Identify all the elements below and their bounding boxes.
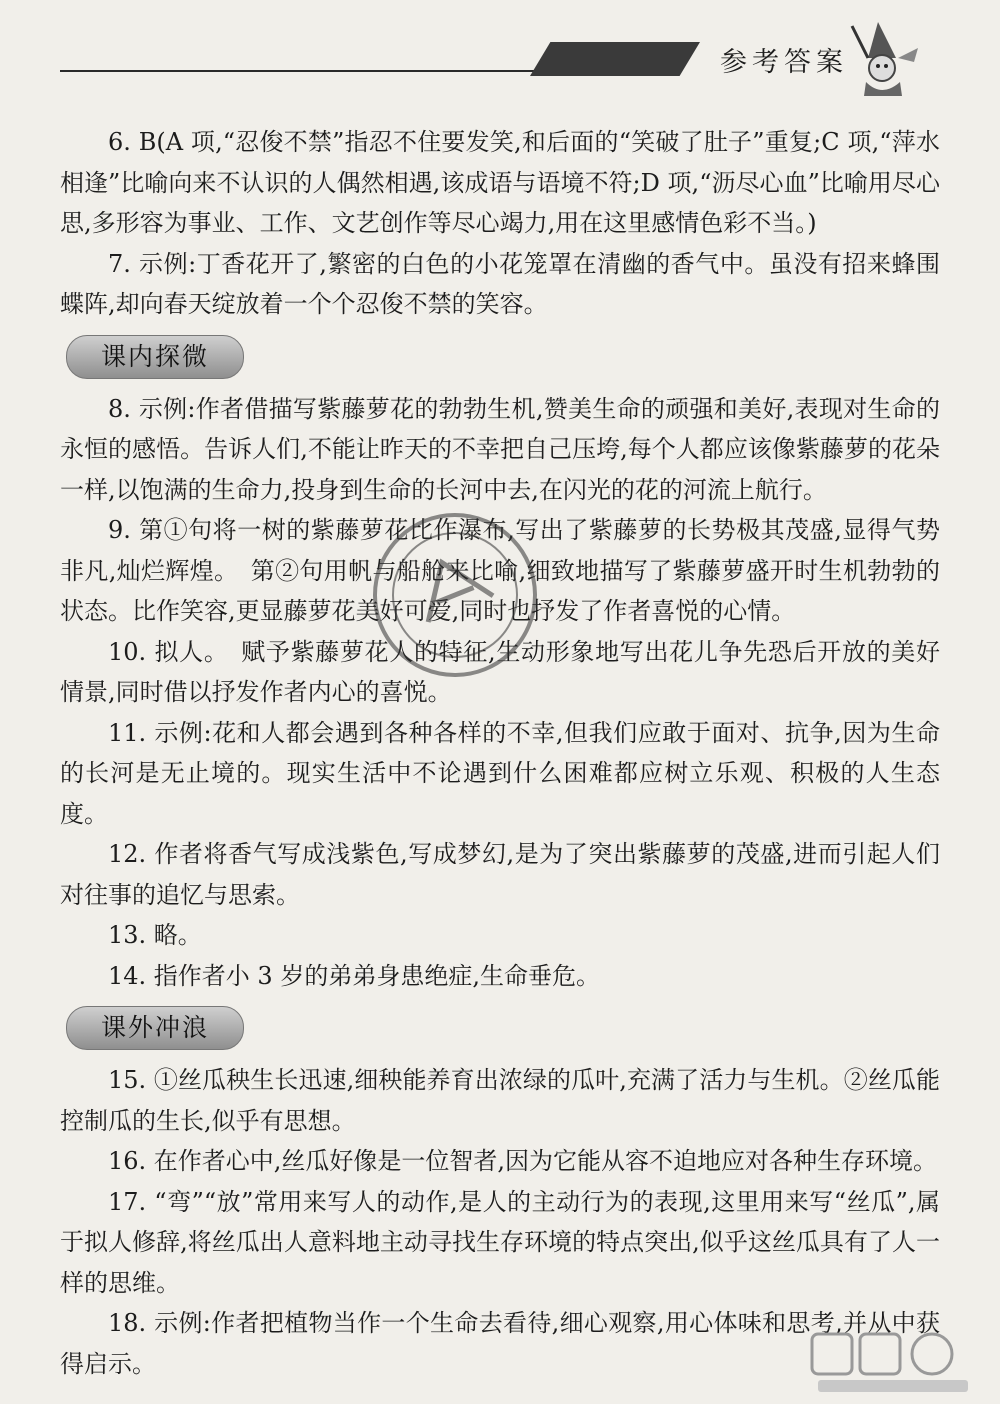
answer-item: 18. 示例:作者把植物当作一个生命去看待,细心观察,用心体味和思考,并从中获得启示。 bbox=[60, 1309, 940, 1378]
page-header bbox=[0, 0, 1000, 110]
answer-item: 8. 示例:作者借描写紫藤萝花的勃勃生机,赞美生命的顽强和美好,表现对生命的永恒的感悟。告诉人们,不能让昨天的不幸把自己压垮,每个人都应该像紫藤萝的花朵一样,以饱满的生命力,投身到生命的长河中去,在闪光的花的河流上航行。 bbox=[60, 394, 940, 504]
answer-content bbox=[60, 122, 940, 1384]
section-heading: 课外冲浪 bbox=[66, 1006, 244, 1050]
watermark-logo-icon bbox=[808, 1330, 978, 1396]
answer-item: 13. 略。 bbox=[108, 921, 202, 949]
answer-item: 11. 示例:花和人都会遇到各种各样的不幸,但我们应敢于面对、抗争,因为生命的长河是无止境的。现实生活中不论遇到什么困难都应树立乐观、积极的人生态度。 bbox=[60, 718, 940, 828]
wizard-mascot-icon bbox=[848, 18, 922, 98]
answer-item: 10. 拟人。 赋予紫藤萝花人的特征,生动形象地写出花儿争先恐后开放的美好情景,同时借以抒发作者内心的喜悦。 bbox=[60, 637, 940, 706]
answer-item: 15. ①丝瓜秧生长迅速,细秧能养育出浓绿的瓜叶,充满了活力与生机。②丝瓜能控制瓜的生长,似乎有思想。 bbox=[60, 1066, 940, 1135]
answer-item: 7. 示例:丁香花开了,繁密的白色的小花笼罩在清幽的香气中。虽没有招来蜂围蝶阵,却向春天绽放着一个个忍俊不禁的笑容。 bbox=[60, 249, 940, 318]
answer-item: 17. “弯”“放”常用来写人的动作,是人的主动行为的表现,这里用来写“丝瓜”,属于拟人修辞,将丝瓜出人意料地主动寻找生存环境的特点突出,似乎这丝瓜具有了人一样的思维。 bbox=[60, 1187, 940, 1297]
header-tab-decoration bbox=[530, 42, 700, 76]
answer-item: 12. 作者将香气写成浅紫色,写成梦幻,是为了突出紫藤萝的茂盛,进而引起人们对往事的追忆与思索。 bbox=[60, 840, 940, 909]
answer-item: 14. 指作者小 3 岁的弟弟身患绝症,生命垂危。 bbox=[108, 961, 600, 990]
section-heading: 课内探微 bbox=[66, 335, 244, 379]
header-title: 参考答案 bbox=[720, 47, 848, 78]
answer-item: 6. B(A 项,“忍俊不禁”指忍不住要发笑,和后面的“笑破了肚子”重复;C 项,“萍水相逢”比喻向来不认识的人偶然相遇,该成语与语境不符;D 项,“沥尽心血”比喻用尽心思,多形容为事业、工作、文艺创作等尽心竭力,用在这里感情色彩不当。) bbox=[60, 128, 940, 237]
answer-item: 16. 在作者心中,丝瓜好像是一位智者,因为它能从容不迫地应对各种生存环境。 bbox=[108, 1147, 938, 1175]
answer-item: 9. 第①句将一树的紫藤萝花比作瀑布,写出了紫藤萝的长势极其茂盛,显得气势非凡,灿烂辉煌。 第②句用帆与船舱来比喻,细致地描写了紫藤萝盛开时生机勃勃的状态。比作笑容,更显藤萝花美好可爱,同时也抒发了作者喜悦的心情。 bbox=[60, 516, 940, 625]
